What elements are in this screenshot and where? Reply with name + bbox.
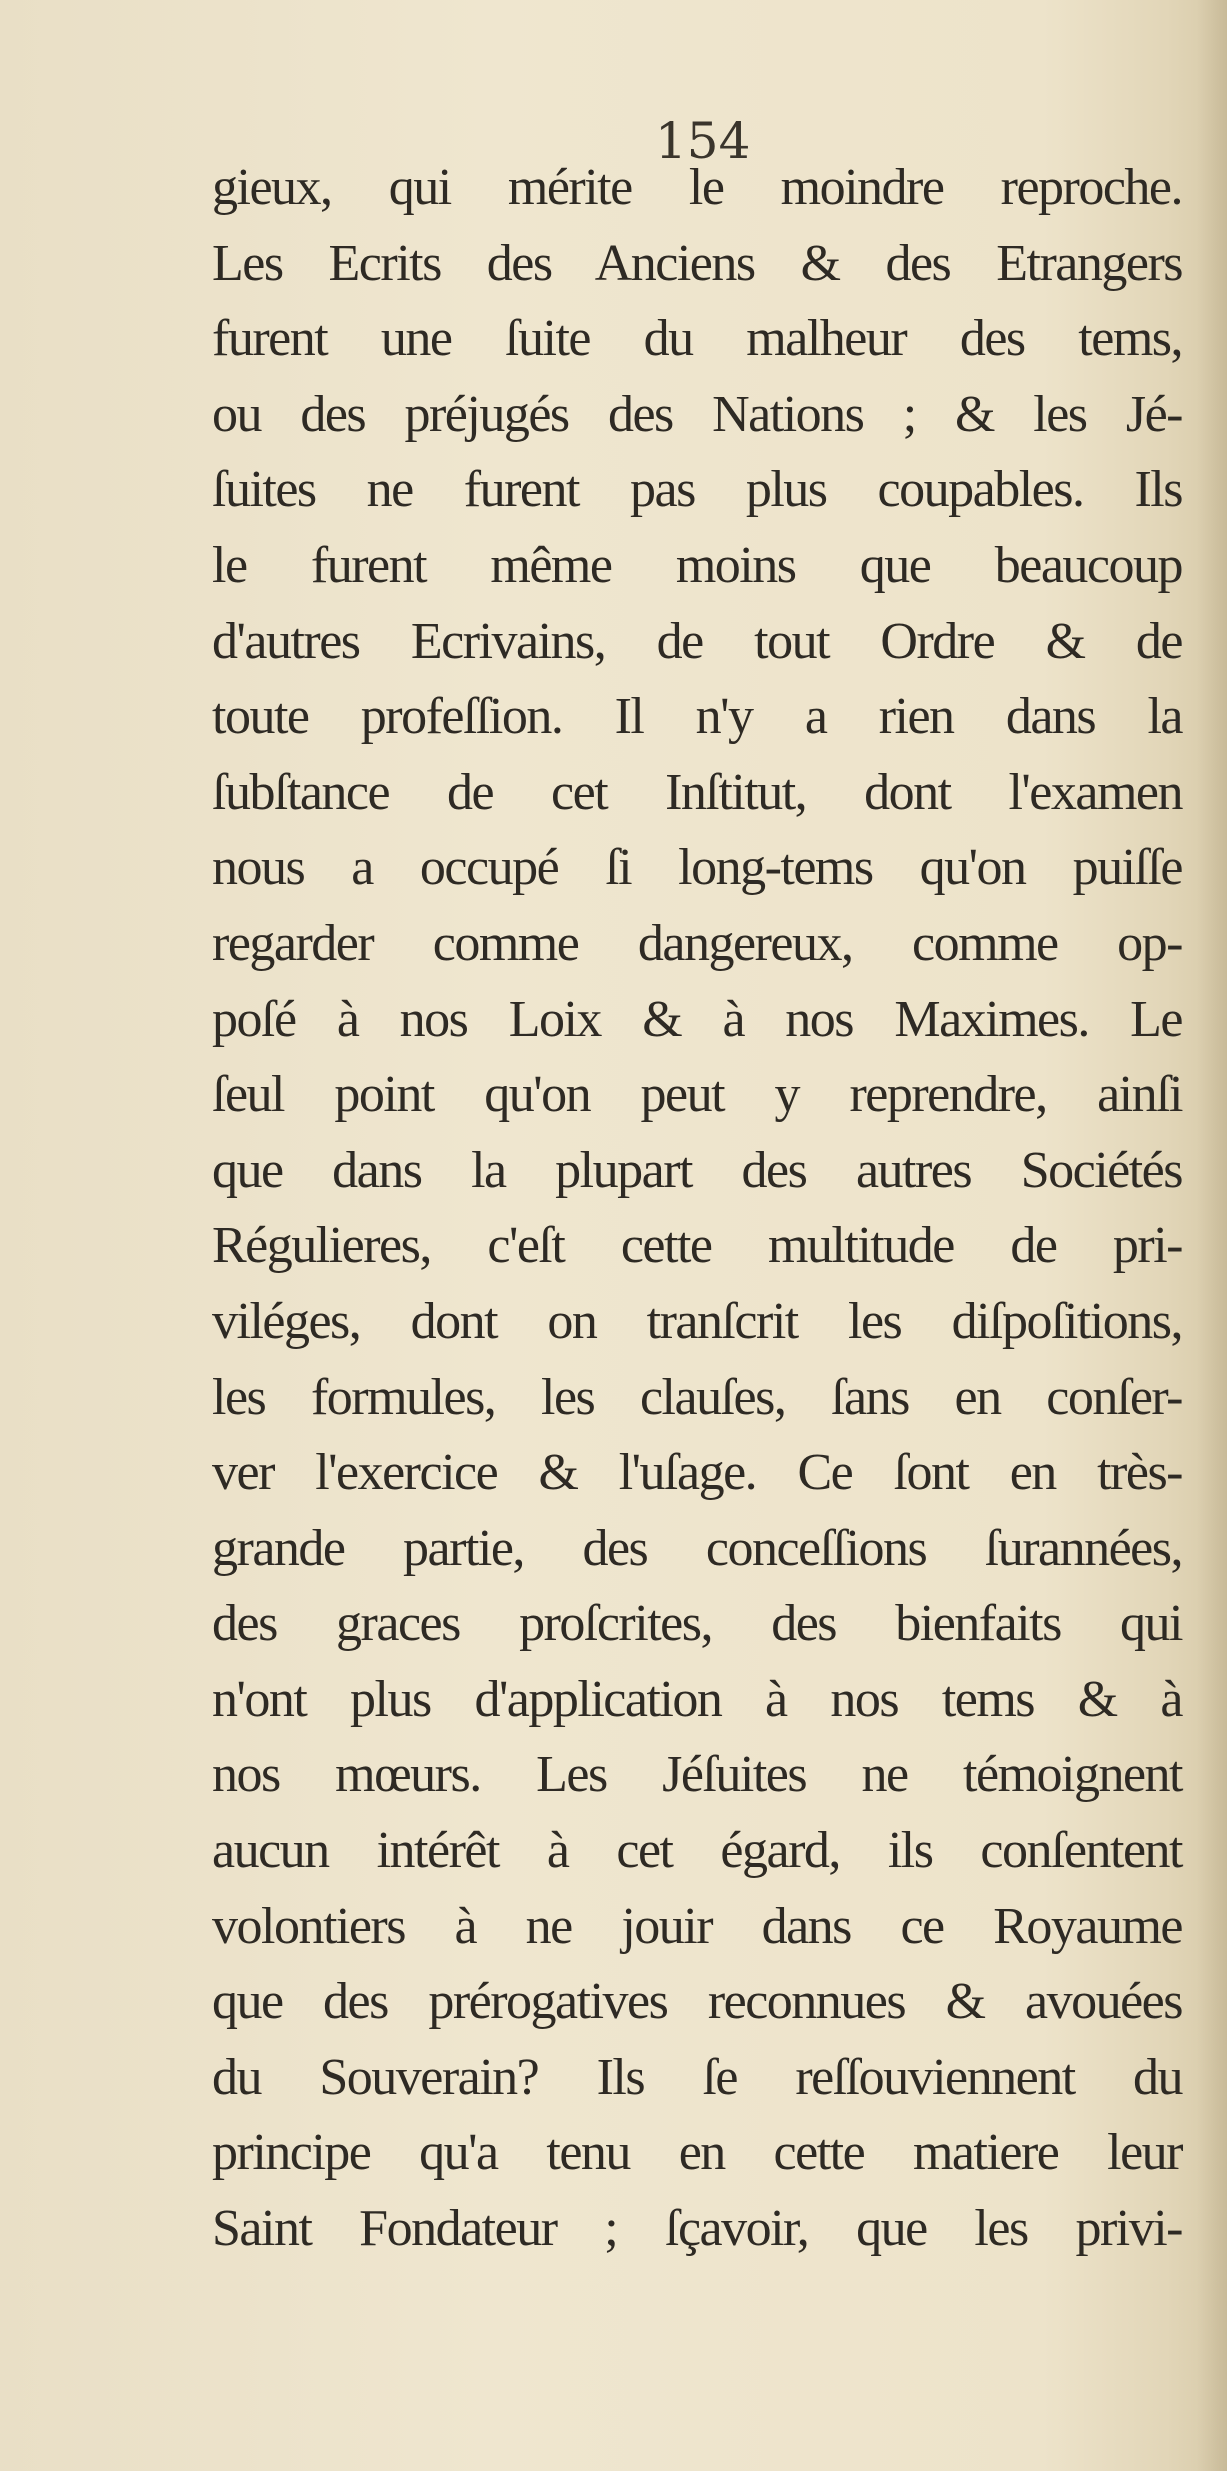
text-line: ſeul point qu'on peut y reprendre, ainſi <box>212 1066 1182 1124</box>
text-line: regarder comme dangereux, comme op- <box>212 914 1182 972</box>
text-line: poſé à nos Loix & à nos Maximes. Le <box>212 990 1182 1048</box>
text-line: ou des préjugés des Nations ; & les Jé- <box>212 385 1182 443</box>
text-line: grande partie, des conceſſions ſurannées, <box>212 1519 1182 1577</box>
text-line: ſubſtance de cet Inſtitut, dont l'examen <box>212 763 1182 821</box>
text-line: ver l'exercice & l'uſage. Ce ſont en très- <box>212 1444 1182 1502</box>
text-line: volontiers à ne jouir dans ce Royaume <box>212 1897 1182 1955</box>
text-line: viléges, dont on tranſcrit les diſpoſitions, <box>212 1292 1182 1350</box>
text-line: d'autres Ecrivains, de tout Ordre & de <box>212 612 1182 670</box>
text-line: toute profeſſion. Il n'y a rien dans la <box>212 688 1182 746</box>
text-line: gieux, qui mérite le moindre reproche. <box>212 159 1182 216</box>
text-line: du Souverain? Ils ſe reſſouviennent du <box>212 2048 1182 2106</box>
text-line: Les Ecrits des Anciens & des Etrangers <box>212 234 1182 292</box>
text-line: des graces proſcrites, des bienfaits qui <box>212 1595 1182 1653</box>
text-line: les formules, les clauſes, ſans en conſer- <box>212 1368 1182 1426</box>
page-number: 154 <box>655 112 751 170</box>
text-line: principe qu'a tenu en cette matiere leur <box>212 2124 1182 2182</box>
body-text <box>212 150 1182 2267</box>
text-line: que dans la plupart des autres Sociétés <box>212 1141 1182 1199</box>
text-line: Régulieres, c'eſt cette multitude de pri- <box>212 1217 1182 1275</box>
text-line: le furent même moins que beaucoup <box>212 536 1182 594</box>
text-line: furent une ſuite du malheur des tems, <box>212 310 1182 368</box>
text-line: nous a occupé ſi long-tems qu'on puiſſe <box>212 839 1182 897</box>
text-line: que des prérogatives reconnues & avouées <box>212 1973 1182 2031</box>
text-line: nos mœurs. Les Jéſuites ne témoignent <box>212 1746 1182 1804</box>
text-line: ſuites ne furent pas plus coupables. Ils <box>212 461 1182 519</box>
text-line: Saint Fondateur ; ſçavoir, que les privi- <box>212 2200 1182 2258</box>
text-line: aucun intérêt à cet égard, ils conſentent <box>212 1822 1182 1880</box>
page-edge-shadow <box>1197 0 1227 2471</box>
text-line: n'ont plus d'application à nos tems & à <box>212 1670 1182 1728</box>
